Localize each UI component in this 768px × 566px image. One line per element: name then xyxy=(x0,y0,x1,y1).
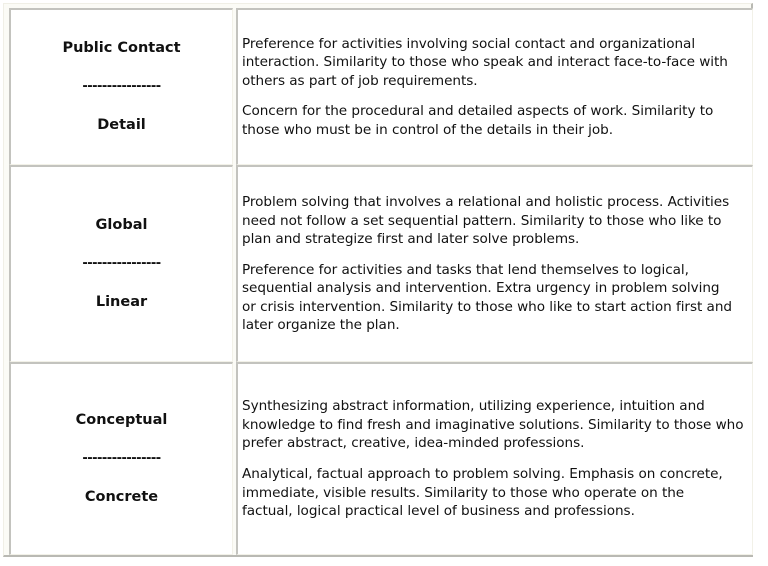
description-bottom: Analytical, factual approach to problem solving. Emphasis on concrete, immediate, visible results. Similarity to those who operate on the factual, logical practical level of business and professions. xyxy=(242,466,723,520)
description-top: Problem solving that involves a relational and holistic process. Activities need not follow a set sequential pattern. Similarity to those who like to plan and strategize first and later solve problems. xyxy=(242,193,730,248)
description-top: Synthesizing abstract information, utilizing experience, intuition and knowledge to find fresh and imaginative solutions. Similarity to those who prefer abstract, creative, idea-minded professions. xyxy=(242,398,744,452)
table-row xyxy=(8,8,751,165)
trait-term-top: Global xyxy=(95,217,148,233)
trait-description-cell xyxy=(236,165,753,362)
table-row xyxy=(8,165,751,362)
trait-term-top: Conceptual xyxy=(75,412,168,428)
trait-description-cell xyxy=(236,362,753,555)
trait-pair-cell xyxy=(9,8,233,165)
description-bottom: Concern for the procedural and detailed aspects of work. Similarity to those who must be in control of the details in their job. xyxy=(242,103,714,138)
trait-pair-cell xyxy=(9,165,233,362)
trait-separator: ---------------- xyxy=(82,451,161,466)
trait-term-bottom: Detail xyxy=(97,117,146,133)
description-top: Preference for activities involving social contact and organizational interaction. Similarity to those who speak and interact face-to-face with others as part of job requirements. xyxy=(242,35,728,89)
table-row xyxy=(8,362,751,555)
trait-separator: ---------------- xyxy=(82,256,161,271)
trait-comparison-table xyxy=(3,3,753,557)
trait-term-bottom: Linear xyxy=(95,294,148,310)
trait-separator: ---------------- xyxy=(82,79,161,94)
description-bottom: Preference for activities and tasks that lend themselves to logical, sequential analysis and intervention. Extra urgency in problem solving or crisis intervention. Similarity to those who like to start action first and later organize the plan. xyxy=(242,261,732,334)
trait-pair-cell xyxy=(9,362,233,555)
trait-description-cell xyxy=(236,8,753,165)
trait-term-bottom: Concrete xyxy=(84,489,159,505)
trait-term-top: Public Contact xyxy=(62,40,181,56)
